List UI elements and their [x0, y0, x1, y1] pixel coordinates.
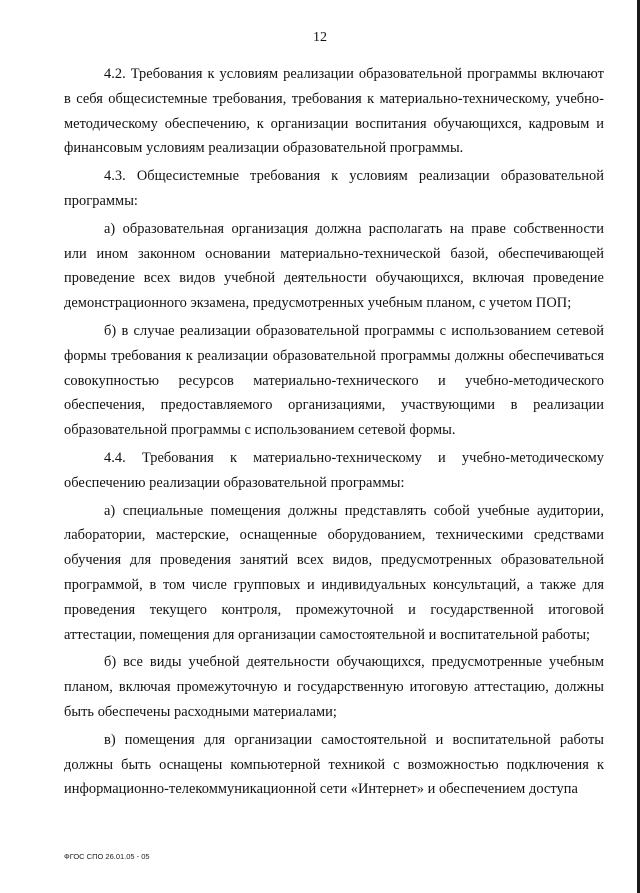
- document-body: [64, 62, 604, 805]
- paragraph-4-4-b: б) все виды учебной деятельности обучающихся, предусмотренные учебным планом, включая промежуточную и государственную итоговую аттестацию, должны быть обеспечены расходными материалами;: [64, 654, 604, 720]
- paragraph-4-4-a: а) специальные помещения должны представлять собой учебные аудитории, лаборатории, мастерские, оснащенные оборудованием, техническими средствами обучения для проведения занятий всех видов, предусмотренных образовательной программой, в том числе групповых и индивидуальных консультаций, а также для проведения текущего контроля, промежуточной и государственной итоговой аттестации, помещения для организации самостоятельной и воспитательной работы;: [64, 502, 604, 643]
- paragraph-4-3-a: а) образовательная организация должна располагать на праве собственности или ином законном основании материально-технической базой, обеспечивающей проведение всех видов учебной деятельности обучающихся, включая проведение демонстрационного экзамена, предусмотренных учебным планом, с учетом ПОП;: [64, 220, 604, 312]
- paragraph-4-3: 4.3. Общесистемные требования к условиям реализации образовательной программы:: [64, 168, 604, 209]
- document-footer-code: ФГОС СПО 26.01.05 - 05: [64, 852, 150, 861]
- paragraph-4-4: 4.4. Требования к материально-техническому и учебно-методическому обеспечению реализации образовательной программы:: [64, 449, 604, 491]
- paragraph-4-2: 4.2. Требования к условиям реализации образовательной программы включают в себя общесистемные требования, требования к материально-техническому, учебно-методическому обеспечению, к организации воспитания обучающихся, кадровым и финансовым условиям реализации образовательной программы.: [64, 66, 604, 157]
- paragraph-4-3-b: б) в случае реализации образовательной программы с использованием сетевой формы требования к реализации образовательной программы должны обеспечиваться совокупностью ресурсов материально-технического и учебно-методического обеспечения, предоставляемого организациями, участвующими в реализации образовательной программы с использованием сетевой формы.: [64, 322, 604, 439]
- page-number: 12: [313, 30, 327, 45]
- paragraph-4-4-v: в) помещения для организации самостоятельной и воспитательной работы должны быть оснащены компьютерной техникой с возможностью подключения к информационно-телекоммуникационной сети «Интернет» и обеспечением доступа: [64, 731, 604, 798]
